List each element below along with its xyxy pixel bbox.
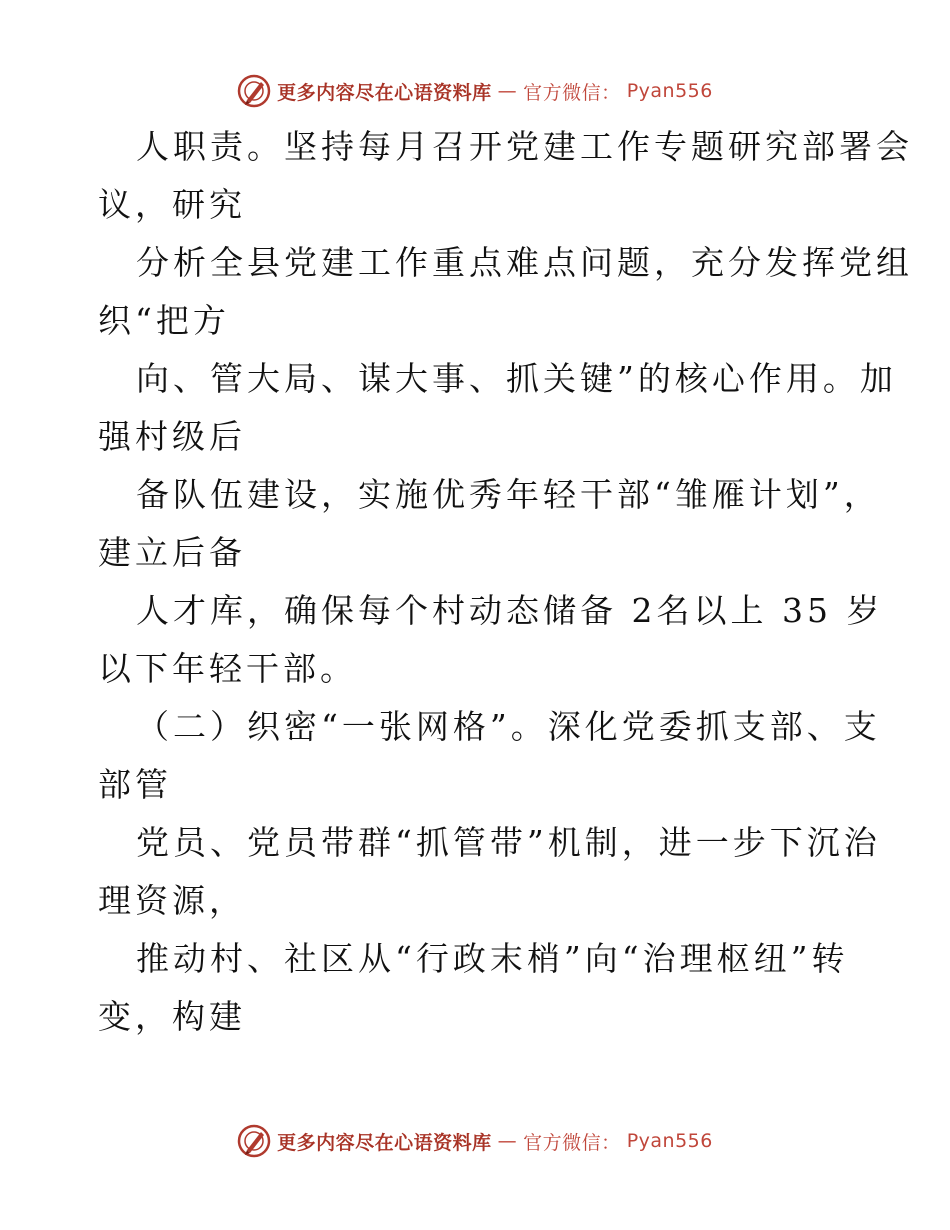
body-line: 变，构建	[98, 997, 246, 1036]
watermark-suffix-text: 官方微信：	[523, 1131, 621, 1154]
body-line: 备队伍建设，实施优秀年轻干部“雏雁计划”，	[136, 475, 881, 514]
footer-watermark	[0, 1124, 950, 1158]
body-line: 人职责。坚持每月召开党建工作专题研究部署会	[136, 127, 913, 166]
watermark-wechat-id: Pyan556	[626, 1130, 713, 1152]
header-watermark	[0, 74, 950, 108]
pen-logo-icon	[237, 74, 271, 108]
body-line: 议，研究	[98, 185, 246, 224]
watermark-suffix-text: 官方微信：	[523, 81, 621, 104]
body-line: 人才库，确保每个村动态储备 2名以上 35 岁	[136, 591, 884, 630]
body-line: 党员、党员带群“抓管带”机制，进一步下沉治	[136, 823, 881, 862]
watermark-dash: —	[497, 80, 518, 102]
body-line: 部管	[98, 765, 172, 804]
body-line: 强村级后	[98, 417, 246, 456]
watermark-main-text: 更多内容尽在心语资料库	[277, 1131, 492, 1154]
body-line: 向、管大局、谋大事、抓关键”的核心作用。加	[136, 359, 897, 398]
body-line: 推动村、社区从“行政末梢”向“治理枢纽”转	[136, 939, 849, 978]
body-line: （二）织密“一张网格”。深化党委抓支部、支	[136, 707, 881, 746]
body-line: 分析全县党建工作重点难点问题，充分发挥党组	[136, 243, 913, 282]
watermark-wechat-id: Pyan556	[626, 80, 713, 102]
body-line: 理资源，	[98, 881, 246, 920]
body-line: 织“把方	[98, 301, 230, 340]
document-body	[98, 118, 913, 1046]
pen-logo-icon	[237, 1124, 271, 1158]
watermark-dash: —	[497, 1130, 518, 1152]
watermark-main-text: 更多内容尽在心语资料库	[277, 81, 492, 104]
body-line: 以下年轻干部。	[98, 649, 357, 688]
body-line: 建立后备	[98, 533, 246, 572]
